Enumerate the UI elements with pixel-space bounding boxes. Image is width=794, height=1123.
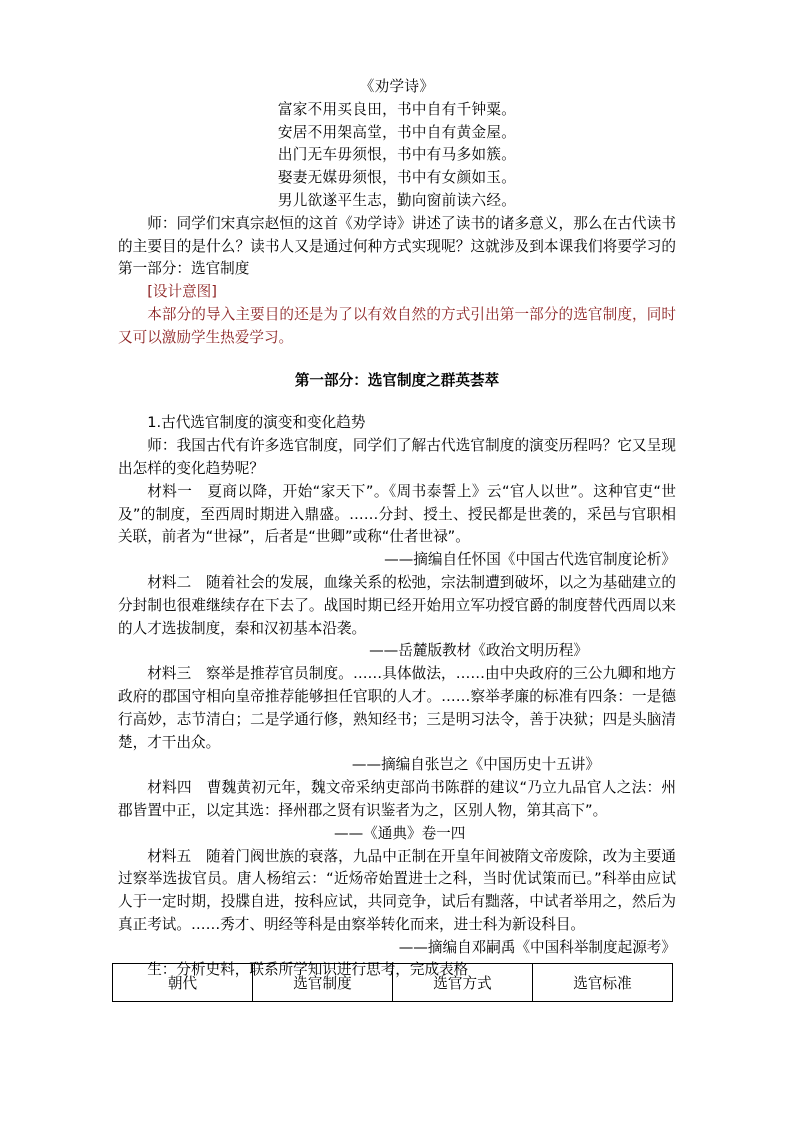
table-header-dynasty: 朝代: [113, 964, 253, 1002]
material-1: 材料一 夏商以降，开始“家天下”。《周书泰誓上》云“官人以世”。这种官吏“世及”的制度，至西周时期进入鼎盛。……分封、授土、授民都是世袭的，采邑与官职相关联，前者为“世禄”，后者是“世卿”或称“仕者世禄”。: [118, 482, 676, 546]
material-5-source: ——摘编自邓嗣禹《中国科举制度起源考》: [398, 938, 676, 956]
material-3: 材料三 察举是推荐官员制度。……具体做法，……由中央政府的三公九卿和地方政府的郡国守相向皇帝推荐能够担任官职的人才。……察举孝廉的标准有四条：一是德行高妙，志节清白；二是学通行修，熟知经书；三是明习法令，善于决狱；四是头脑清楚，才干出众。: [118, 665, 676, 751]
material-3-source: ——摘编自张岂之《中国历史十五讲》: [351, 756, 600, 774]
poem-line: 男儿欲遂平生志，勤向窗前读六经。: [277, 191, 517, 209]
design-intent-label: [设计意图]: [147, 283, 217, 301]
material-2: 材料二 随着社会的发展，血缘关系的松弛，宗法制遭到破坏，以之为基础建立的分封制也很难继续存在下去了。战国时期已经开始用立军功授官爵的制度替代西周以来的人才选拔制度，秦和汉初基本沿袭。: [118, 573, 676, 637]
material-4: 材料四 曹魏黄初元年，魏文帝采纳吏部尚书陈群的建议“乃立九品官人之法：州郡皆置中正，以定其选：择州郡之贤有识鉴者为之，区别人物，第其高下”。: [118, 779, 676, 819]
poem-line: 娶妻无媒毋须恨，书中有女颜如玉。: [277, 169, 517, 187]
table-header-row: [113, 964, 673, 1002]
section-title: 第一部分：选官制度之群英荟萃: [294, 371, 500, 389]
design-intent-text: 本部分的导入主要目的还是为了以有效自然的方式引出第一部分的选官制度，同时又可以激励学生热爱学习。: [118, 305, 676, 346]
poem: [118, 76, 676, 213]
material-5: 材料五 随着门阀世族的衰落，九品中正制在开皇年间被隋文帝废除，改为主要通过察举选拔官员。唐人杨绾云：“近炀帝始置进士之科，当时优试策而已。”科举由应试人于一定时期，投牒自进，按科应试，共同竞争，试后有黜落，中试者举用之，然后为真正考试。……秀才、明经等科是由察举转化而来，进士科为新设科目。: [118, 847, 676, 933]
document-body: [118, 76, 676, 982]
table-header-system: 选官制度: [253, 964, 393, 1002]
poem-title: 《劝学诗》: [359, 78, 435, 95]
material-2-source: ——岳麓版教材《政治文明历程》: [369, 642, 588, 660]
poem-line: 出门无车毋须恨，书中有马多如簇。: [277, 146, 517, 164]
teacher-intro: 师：同学们宋真宗赵恒的这首《劝学诗》讲述了读书的诸多意义，那么在古代读书的主要目的是什么？读书人又是通过何种方式实现呢？这就涉及到本课我们将要学习的第一部分：选官制度: [118, 214, 676, 278]
table-header-method: 选官方式: [393, 964, 533, 1002]
teacher-question: 师：我国古代有许多选官制度，同学们了解古代选官制度的演变历程吗？它又呈现出怎样的变化趋势呢？: [118, 437, 676, 477]
summary-table: [112, 963, 673, 1002]
table-header-standard: 选官标准: [533, 964, 673, 1002]
material-4-source: ——《通典》卷一四: [334, 824, 466, 842]
poem-line: 安居不用架高堂，书中自有黄金屋。: [277, 123, 517, 141]
material-1-source: ——摘编自任怀国《中国古代选官制度论析》: [384, 551, 676, 569]
section-subtitle: 1.古代选官制度的演变和变化趋势: [147, 414, 366, 432]
poem-line: 富家不用买良田，书中自有千钟粟。: [277, 100, 517, 118]
student-task: 生：分析史料，联系所学知识进行思考，完成表格: [147, 961, 469, 979]
